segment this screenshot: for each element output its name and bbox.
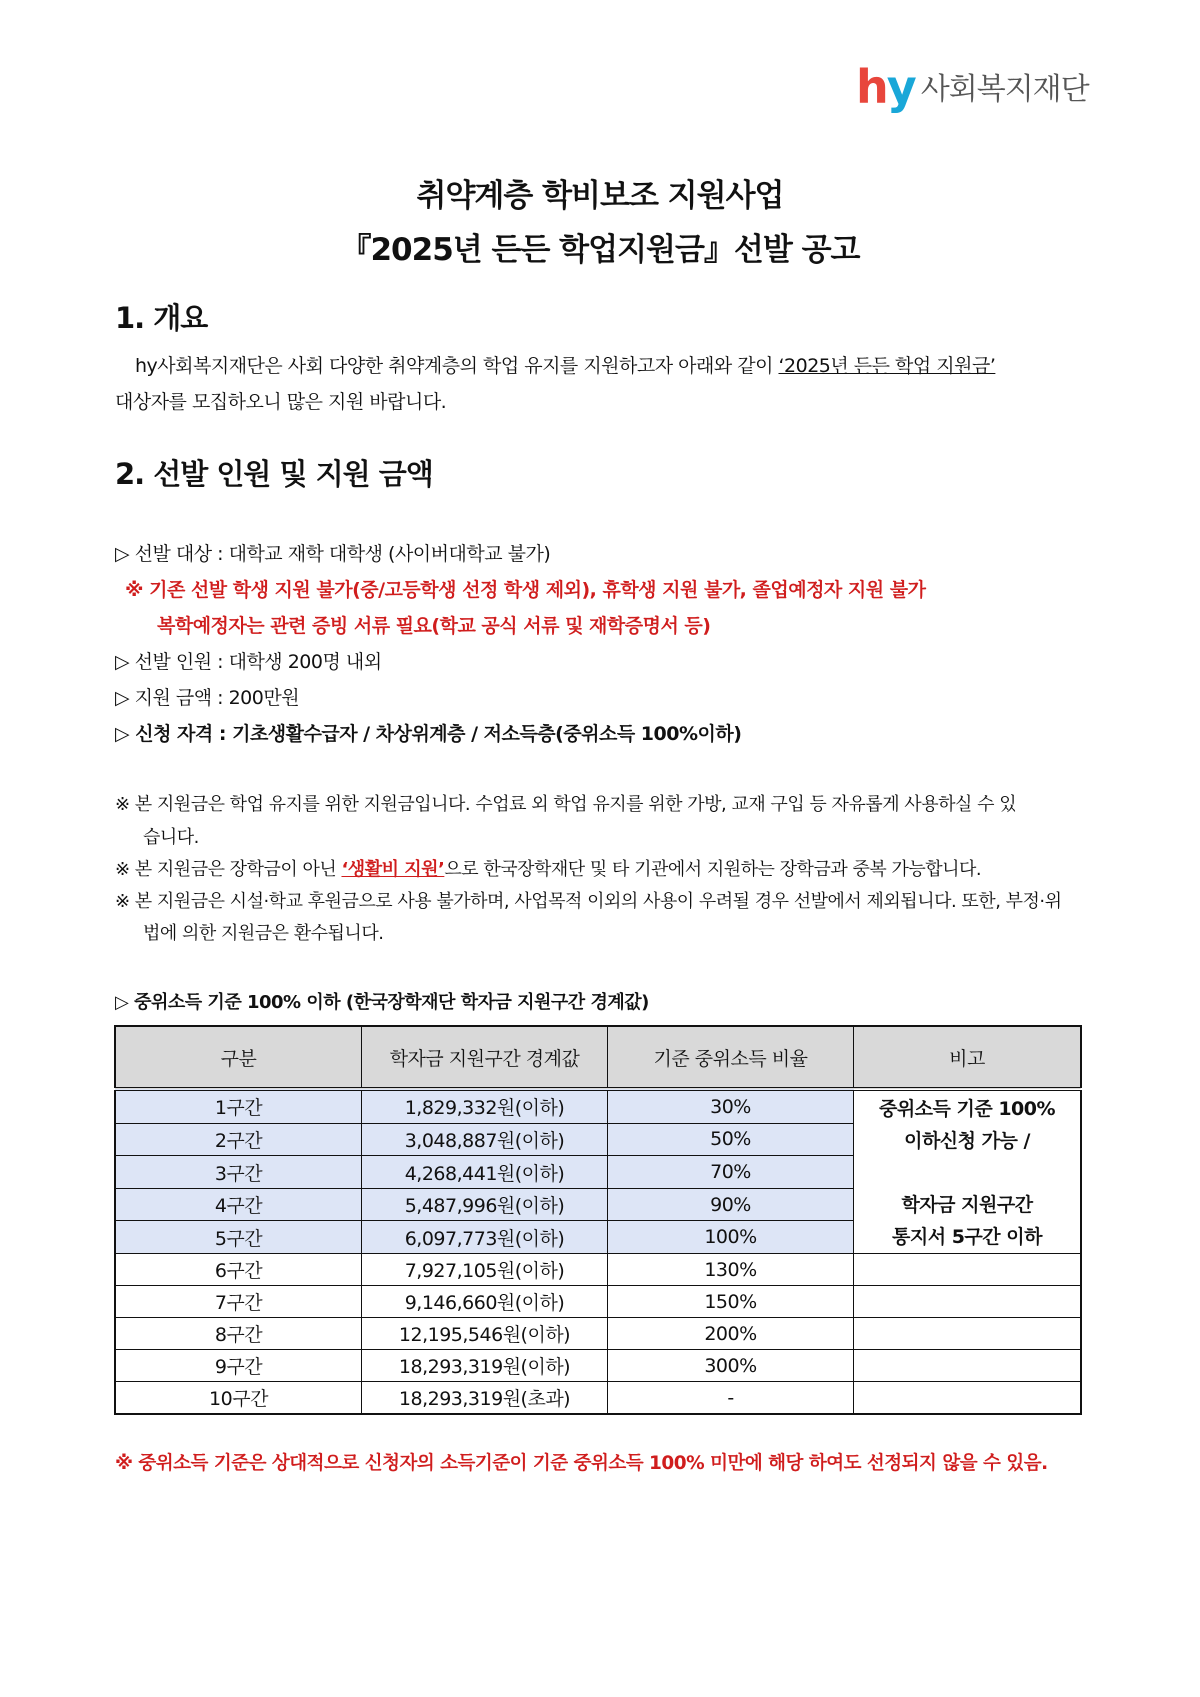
threshold-cell: 3,048,887원(이하) — [362, 1123, 608, 1156]
remark-cell — [854, 1254, 1082, 1286]
ratio-cell: 90% — [608, 1188, 854, 1221]
remark-cell — [854, 1286, 1082, 1318]
note2-text-after: 으로 한국장학재단 및 타 기관에서 지원하는 장학금과 중복 가능합니다. — [444, 859, 982, 880]
bracket-cell: 4구간 — [115, 1188, 362, 1221]
threshold-cell: 12,195,546원(이하) — [362, 1318, 608, 1350]
bracket-cell: 1구간 — [115, 1089, 362, 1123]
table-row — [115, 1318, 1081, 1350]
note1-line1: ※ 본 지원금은 학업 유지를 위한 지원금입니다. 수업료 외 학업 유지를 위한 가방, 교재 구입 등 자유롭게 사용하실 수 있 — [115, 794, 1017, 815]
threshold-cell: 6,097,773원(이하) — [362, 1221, 608, 1254]
threshold-cell: 7,927,105원(이하) — [362, 1254, 608, 1286]
col-header: 기준 중위소득 비율 — [608, 1026, 854, 1089]
title-line1: 취약계층 학비보조 지원사업 — [416, 178, 784, 214]
bracket-cell: 5구간 — [115, 1221, 362, 1254]
table-caption: ▷ 중위소득 기준 100% 이하 (한국장학재단 학자금 지원구간 경계값) — [115, 992, 649, 1013]
col-header: 학자금 지원구간 경계값 — [362, 1026, 608, 1089]
remark-cell — [854, 1318, 1082, 1350]
ratio-cell: 300% — [608, 1350, 854, 1382]
threshold-cell: 1,829,332원(이하) — [362, 1089, 608, 1123]
ratio-cell: 200% — [608, 1318, 854, 1350]
bracket-cell: 7구간 — [115, 1286, 362, 1318]
warning-line1: ※ 기존 선발 학생 지원 불가(중/고등학생 선정 학생 제외), 휴학생 지원 불가, 졸업예정자 지원 불가 — [125, 579, 926, 601]
bracket-cell: 9구간 — [115, 1350, 362, 1382]
remark-line: 통지서 5구간 이하 — [892, 1226, 1042, 1248]
eligibility-item: ▷ 신청 자격 : 기초생활수급자 / 차상위계층 / 저소득층(중위소득 100%이하) — [115, 723, 742, 745]
remark-line: 중위소득 기준 100% — [878, 1098, 1056, 1120]
bracket-cell: 10구간 — [115, 1382, 362, 1415]
bracket-cell: 3구간 — [115, 1156, 362, 1189]
logo-mark: hy — [856, 60, 915, 114]
table-row — [115, 1382, 1081, 1415]
logo-name: 사회복지재단 — [920, 72, 1089, 107]
note2 — [115, 855, 981, 881]
remark-cell — [854, 1089, 1082, 1254]
living-cost-emphasis: ‘생활비 지원’ — [341, 859, 445, 880]
threshold-cell: 18,293,319원(초과) — [362, 1382, 608, 1415]
ratio-cell: 100% — [608, 1221, 854, 1254]
remark-line: 학자금 지원구간 — [901, 1194, 1033, 1216]
bracket-cell: 6구간 — [115, 1254, 362, 1286]
table-header-row — [115, 1026, 1081, 1089]
threshold-cell: 5,487,996원(이하) — [362, 1188, 608, 1221]
note3-line1: ※ 본 지원금은 시설·학교 후원금으로 사용 불가하며, 사업목적 이외의 사용이 우려될 경우 선발에서 제외됩니다. 또한, 부정·위 — [115, 891, 1062, 912]
section1-heading: 1. 개요 — [115, 301, 208, 335]
table-row — [115, 1350, 1081, 1382]
ratio-cell: 70% — [608, 1156, 854, 1189]
ratio-cell: - — [608, 1382, 854, 1415]
amount-item: ▷ 지원 금액 : 200만원 — [115, 687, 300, 709]
income-bracket-table — [114, 1025, 1082, 1415]
remark-cell — [854, 1382, 1082, 1415]
table-row — [115, 1286, 1081, 1318]
table-row — [115, 1254, 1081, 1286]
target-item: ▷ 선발 대상 : 대학교 재학 대학생 (사이버대학교 불가) — [115, 543, 551, 565]
foundation-logo — [856, 58, 1089, 114]
title-line2: 『2025년 든든 학업지원금』선발 공고 — [340, 232, 860, 268]
table-row — [115, 1089, 1081, 1123]
remark-line — [854, 1157, 1080, 1189]
footnote: ※ 중위소득 기준은 상대적으로 신청자의 소득기준이 기준 중위소득 100% 미만에 해당 하여도 선정되지 않을 수 있음. — [115, 1453, 1048, 1474]
remark-cell — [854, 1350, 1082, 1382]
note1-line2: 습니다. — [143, 827, 199, 848]
warning-line2: 복학예정자는 관련 증빙 서류 필요(학교 공식 서류 및 재학증명서 등) — [157, 615, 711, 637]
section1-para-line2: 대상자를 모집하오니 많은 지원 바랍니다. — [115, 391, 447, 413]
count-item: ▷ 선발 인원 : 대학생 200명 내외 — [115, 651, 382, 673]
col-header: 구분 — [115, 1026, 362, 1089]
section2-heading: 2. 선발 인원 및 지원 금액 — [115, 457, 433, 491]
ratio-cell: 50% — [608, 1123, 854, 1156]
threshold-cell: 18,293,319원(이하) — [362, 1350, 608, 1382]
col-header: 비고 — [854, 1026, 1082, 1089]
remark-line: 이하신청 가능 / — [904, 1130, 1030, 1152]
bracket-cell: 2구간 — [115, 1123, 362, 1156]
note3-line2: 법에 의한 지원금은 환수됩니다. — [143, 923, 384, 944]
program-name: ‘2025년 든든 학업 지원금’ — [778, 355, 996, 377]
para-text: hy사회복지재단은 사회 다양한 취약계층의 학업 유지를 지원하고자 아래와 같이 — [135, 355, 779, 377]
ratio-cell: 30% — [608, 1089, 854, 1123]
note2-text: ※ 본 지원금은 장학금이 아닌 — [115, 859, 342, 880]
section1-para-line1 — [135, 351, 995, 378]
ratio-cell: 150% — [608, 1286, 854, 1318]
bracket-cell: 8구간 — [115, 1318, 362, 1350]
threshold-cell: 4,268,441원(이하) — [362, 1156, 608, 1189]
ratio-cell: 130% — [608, 1254, 854, 1286]
threshold-cell: 9,146,660원(이하) — [362, 1286, 608, 1318]
